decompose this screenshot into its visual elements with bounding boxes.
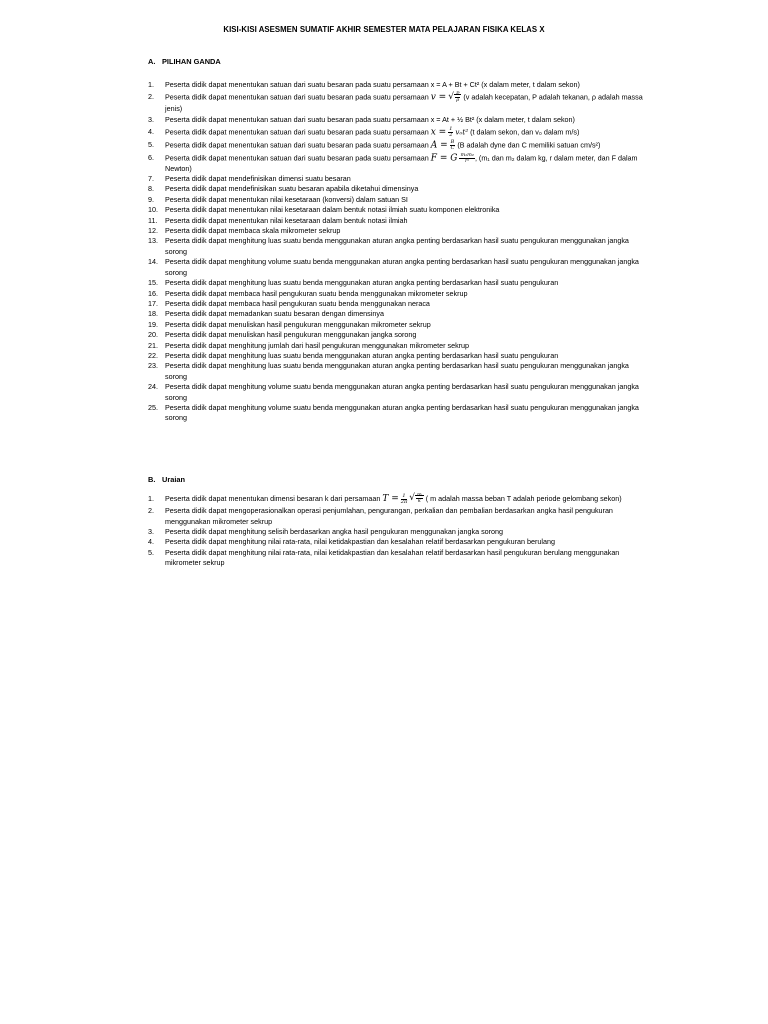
section-a-list	[148, 80, 648, 424]
item-number: 6.	[148, 152, 154, 162]
item-text: Peserta didik dapat menghitung selisih berdasarkan angka hasil pengukuran menggunakan jangka sorong	[165, 526, 504, 536]
formula-lhs: T =	[382, 494, 399, 504]
item-text: Peserta didik dapat menuliskan hasil pengukuran menggunakan mikrometer sekrup	[165, 319, 431, 329]
section-b-letter: B.	[148, 475, 156, 484]
list-item	[148, 140, 648, 151]
item-number: 21.	[148, 340, 158, 350]
list-item	[148, 195, 648, 205]
fraction-numerator: m	[416, 492, 422, 499]
item-number: 12.	[148, 226, 158, 236]
item-number: 3.	[148, 526, 154, 536]
list-item	[148, 289, 648, 299]
list-item	[148, 537, 648, 547]
list-item	[148, 506, 648, 527]
list-item	[148, 127, 648, 138]
sqrt-formula: √ $\frac{P}{\rho}$	[448, 91, 460, 104]
fraction-numerator: m₁m₂	[460, 151, 474, 158]
fraction-denominator: ρ	[456, 97, 460, 104]
list-item	[148, 216, 648, 226]
document-title: KISI-KISI ASESMEN SUMATIF AKHIR SEMESTER MATA PELAJARAN FISIKA KELAS X	[223, 25, 545, 34]
list-item	[148, 527, 648, 537]
item-text: Peserta didik dapat menentukan nilai kesetaraan dalam bentuk notasi ilmiah	[165, 215, 408, 225]
item-number: 1.	[148, 494, 154, 503]
formula-lhs: F = G	[430, 153, 458, 164]
list-item	[148, 361, 648, 382]
item-text: Peserta didik dapat menghitung volume suatu benda menggunakan aturan angka penting berdasarkan hasil suatu pengukuran menggunakan jangka sorong	[165, 257, 639, 277]
item-number: 11.	[148, 215, 158, 225]
list-item	[148, 278, 648, 288]
item-text: Peserta didik dapat menghitung nilai rata-rata, nilai ketidakpastian dan kesalahan relatif berdasarkan pengukuran berulang	[165, 537, 555, 547]
item-number: 24.	[148, 382, 158, 392]
item-text: Peserta didik dapat menentukan satuan dari suatu besaran pada suatu persamaan	[165, 127, 429, 137]
item-text: Peserta didik dapat memadankan suatu besaran dengan dimensinya	[165, 309, 384, 319]
list-item	[148, 92, 648, 114]
fraction-denominator: 2	[449, 131, 453, 138]
formula-lhs: v =	[430, 93, 447, 104]
item-text: Peserta didik dapat menghitung nilai rata-rata, nilai ketidakpastian dan kesalahan relatif berdasarkan hasil pengukuran berulang menggunakan mikrometer sekrup	[165, 547, 620, 568]
formula-lhs: A =	[430, 140, 448, 151]
item-number: 23.	[148, 361, 158, 371]
item-text: Peserta didik dapat menentukan satuan dari suatu besaran pada suatu persamaan	[165, 93, 429, 103]
list-item	[148, 548, 648, 569]
item-number: 5.	[148, 139, 154, 149]
item-text: Peserta didik dapat menghitung luas suatu benda menggunakan aturan angka penting berdasarkan hasil suatu pengukuran	[165, 278, 559, 288]
item-number: 1.	[148, 80, 154, 89]
item-number: 10.	[148, 205, 158, 215]
item-text: Peserta didik dapat menghitung luas suatu benda menggunakan aturan angka penting berdasarkan hasil suatu pengukuran menggunakan jangka sorong	[165, 361, 629, 381]
item-number: 22.	[148, 350, 158, 360]
item-text: Peserta didik dapat mengoperasionalkan operasi penjumlahan, pengurangan, perkalian dan pembalian berdasarkan angka hasil pengukuran menggunakan mikrometer sekrup	[165, 506, 613, 526]
item-text: Peserta didik dapat menghitung luas suatu benda menggunakan aturan angka penting berdasarkan hasil suatu pengukuran menggunakan jangka sorong	[165, 236, 629, 256]
item-text: Peserta didik dapat menentukan satuan dari suatu besaran pada suatu persamaan x = At + ½ Bt² (x dalam meter, t dalam sekon)	[165, 115, 575, 125]
item-text: Peserta didik dapat membaca hasil pengukuran suatu benda menggunakan mikrometer sekrup	[165, 288, 468, 298]
sqrt-formula: √ $\frac{m}{k}$	[409, 492, 422, 505]
list-item	[148, 320, 648, 330]
fraction-numerator: P	[455, 91, 460, 98]
item-number: 19.	[148, 319, 158, 329]
list-item	[148, 226, 648, 236]
section-b-heading	[148, 475, 185, 485]
item-text: Peserta didik dapat membaca skala mikrometer sekrup	[165, 226, 341, 236]
item-number: 14.	[148, 257, 158, 267]
list-item	[148, 115, 648, 125]
fraction	[448, 127, 453, 138]
item-number: 2.	[148, 506, 154, 516]
item-text: Peserta didik dapat menentukan satuan dari suatu besaran pada suatu persamaan	[165, 140, 429, 150]
item-text: (t dalam sekon, dan v₀ dalam m/s)	[470, 127, 580, 137]
item-text: Peserta didik dapat menentukan satuan dari suatu besaran pada suatu persamaan	[165, 153, 429, 163]
item-text: Peserta didik dapat mendefinisikan dimensi suatu besaran	[165, 174, 351, 184]
fraction-denominator: r²	[464, 157, 470, 164]
section-b-title: Uraian	[162, 475, 186, 484]
item-number: 7.	[148, 174, 154, 184]
list-item	[148, 80, 648, 90]
list-item	[148, 341, 648, 351]
item-text: Peserta didik dapat menentukan nilai kesetaraan (konversi) dalam satuan SI	[165, 194, 408, 204]
section-a-letter: A.	[148, 57, 156, 66]
item-number: 3.	[148, 115, 154, 125]
list-item	[148, 299, 648, 309]
item-number: 9.	[148, 194, 154, 204]
fraction-denominator: 2π	[400, 498, 408, 505]
item-text: Peserta didik dapat menghitung volume suatu benda menggunakan aturan angka penting berdasarkan hasil suatu pengukuran menggunakan jangka sorong	[165, 382, 639, 402]
item-number: 25.	[148, 402, 158, 412]
list-item	[148, 492, 648, 506]
fraction-denominator: C	[450, 144, 455, 151]
fraction-numerator: 1	[402, 492, 406, 499]
fraction	[459, 153, 475, 164]
item-number: 2.	[148, 92, 154, 102]
item-text: Peserta didik dapat menghitung jumlah dari hasil pengukuran menggunakan mikrometer sekrup	[165, 340, 470, 350]
list-item	[148, 351, 648, 361]
item-text: Peserta didik dapat menghitung luas suatu benda menggunakan aturan angka penting berdasarkan hasil suatu pengukuran	[165, 350, 559, 360]
section-b-list	[148, 492, 648, 569]
list-item	[148, 257, 648, 278]
section-a-heading	[148, 57, 221, 67]
list-item	[148, 184, 648, 194]
list-item	[148, 205, 648, 215]
list-item	[148, 403, 648, 424]
item-text: Peserta didik dapat mendefinisikan suatu besaran apabila diketahui dimensinya	[165, 184, 419, 194]
item-number: 17.	[148, 298, 158, 308]
fraction	[401, 494, 407, 505]
fraction	[450, 140, 456, 151]
item-number: 4.	[148, 537, 154, 547]
list-item	[148, 153, 648, 174]
fraction-numerator: B	[450, 138, 455, 145]
item-number: 4.	[148, 126, 154, 136]
item-text: Peserta didik dapat menentukan dimensi besaran k dari persamaan	[165, 494, 381, 503]
item-text: ( m adalah massa beban T adalah periode gelombang sekon)	[425, 494, 622, 503]
list-item	[148, 236, 648, 257]
formula-rhs: v₀t²	[455, 127, 469, 137]
item-number: 15.	[148, 278, 158, 288]
item-text: Peserta didik dapat menghitung volume suatu benda menggunakan aturan angka penting berdasarkan hasil suatu pengukuran menggunakan jangka sorong	[165, 402, 639, 423]
list-item	[148, 309, 648, 319]
list-item	[148, 174, 648, 184]
item-text: , (m₁ dan m₂ dalam kg, r dalam meter, dan F dalam Newton)	[165, 153, 638, 173]
item-text: (B adalah dyne dan C memiliki satuan cm/s²)	[457, 140, 601, 150]
item-number: 8.	[148, 184, 154, 194]
item-number: 5.	[148, 547, 154, 557]
fraction-numerator: 1	[449, 125, 453, 132]
item-number: 18.	[148, 309, 158, 319]
item-number: 16.	[148, 288, 158, 298]
list-item	[148, 382, 648, 403]
item-text: Peserta didik dapat membaca hasil pengukuran suatu benda menggunakan neraca	[165, 298, 430, 308]
list-item	[148, 330, 648, 340]
item-text: Peserta didik dapat menentukan nilai kesetaraan dalam bentuk notasi ilmiah suatu komponen elektronika	[165, 205, 500, 215]
fraction-denominator: k	[417, 498, 421, 505]
formula-lhs: x =	[430, 127, 447, 138]
item-number: 13.	[148, 236, 158, 246]
item-number: 20.	[148, 330, 158, 340]
item-text: Peserta didik dapat menentukan satuan dari suatu besaran pada suatu persamaan x = A + Bt + Ct² (x dalam meter, t dalam sekon)	[165, 80, 580, 89]
section-a-title: PILIHAN GANDA	[162, 57, 221, 66]
item-text: Peserta didik dapat menuliskan hasil pengukuran menggunakan jangka sorong	[165, 330, 417, 340]
item-text: (v adalah kecepatan, P adalah tekanan, ρ adalah massa jenis)	[165, 93, 643, 113]
